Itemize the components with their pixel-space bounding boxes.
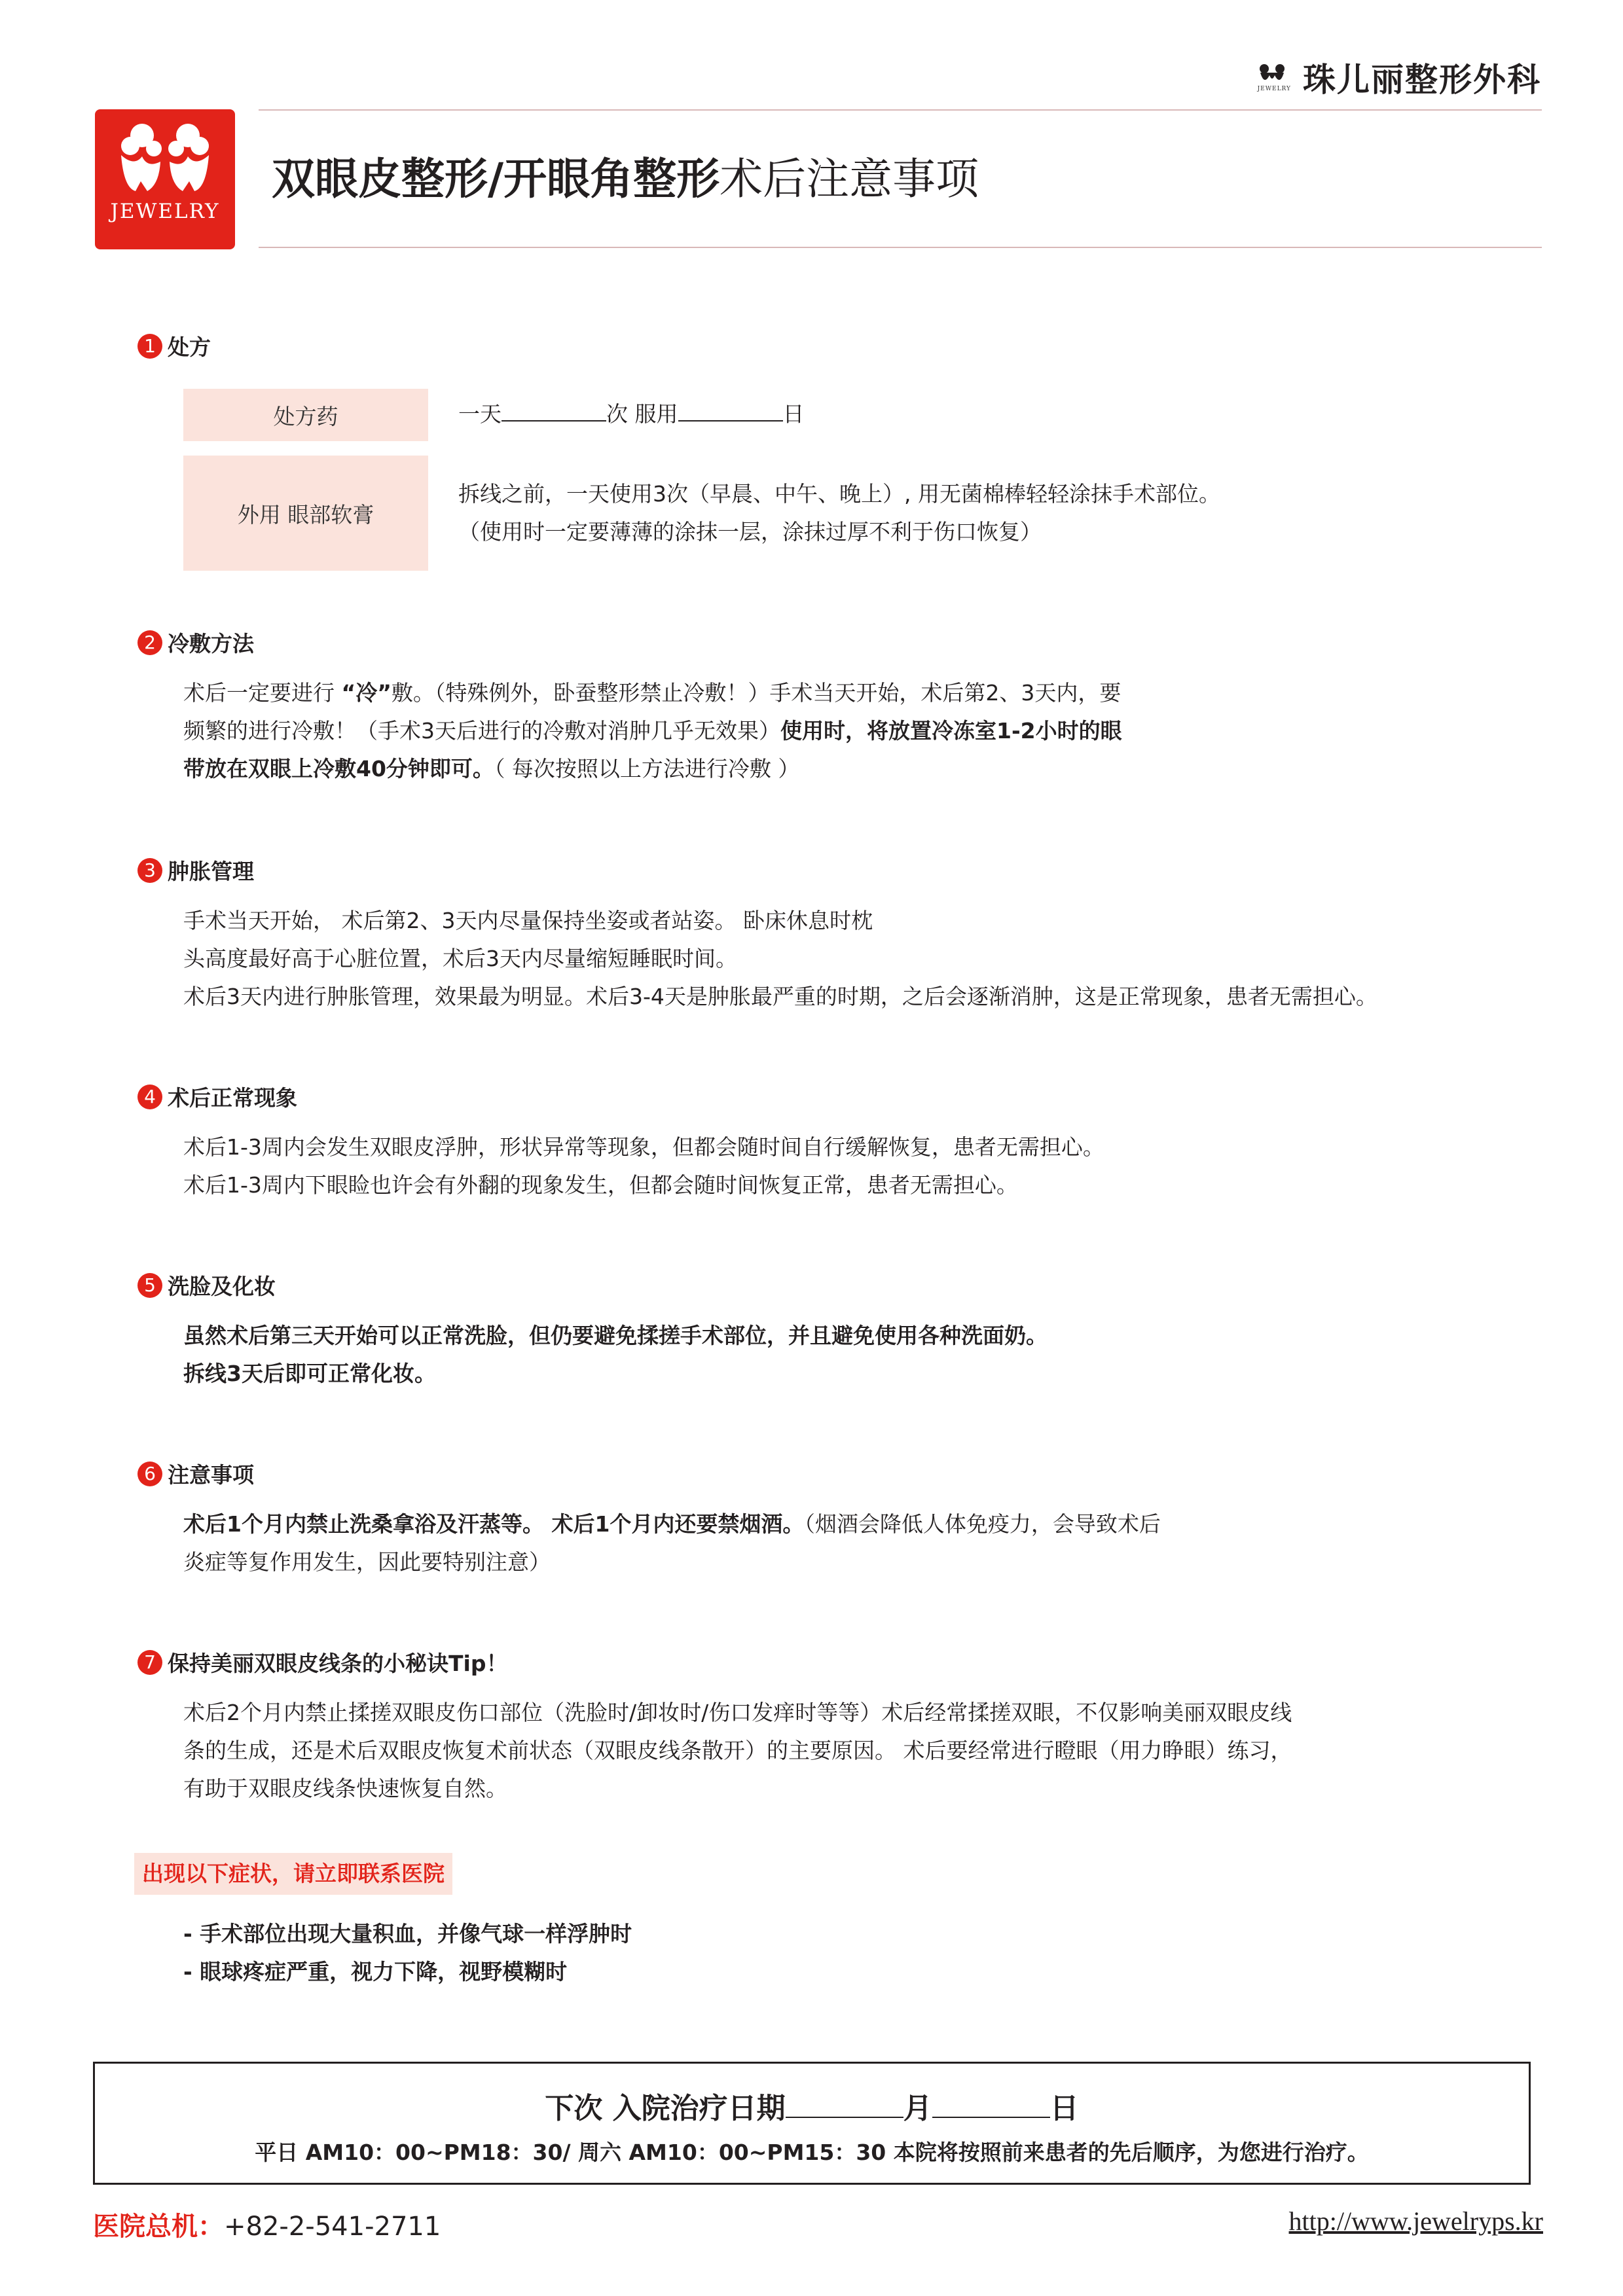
dosage-middle: 次 服用 [606,401,678,427]
section-3-line-3: 术后3天内进行肿胀管理，效果最为明显。术后3-4天是肿胀最严重的时期，之后会逐渐消肿，这是正常现象，患者无需担心。 [183,984,1377,1009]
next-visit-label: 下次 入院治疗日期 [545,2092,786,2125]
section-number-badge: 5 [137,1273,162,1298]
text-segment-bold: 术后1个月内禁止洗桑拿浴及汗蒸等。 术后1个月内还要禁烟酒。 [183,1511,805,1537]
section-2-heading [137,627,254,658]
text-segment-bold: “冷” [341,680,392,706]
header-rule-bottom [259,247,1542,248]
header-rule-top [259,109,1542,111]
text-segment: （烟酒会降低人体免疫力，会导致术后 [804,1511,1161,1537]
section-number-badge: 7 [137,1650,162,1675]
section-3-line-2: 头高度最好高于心脏位置，术后3天内尽量缩短睡眠时间。 [183,946,737,971]
blank-day [932,2094,1050,2118]
text-segment: 术后一定要进行 [183,680,342,706]
jewelry-logo [95,109,235,249]
section-4-line-1: 术后1-3周内会发生双眼皮浮肿，形状异常等现象，但都会随时间自行缓解恢复，患者无需担心。 [183,1134,1104,1160]
section-2-line-2 [183,712,1122,750]
section-4-heading [137,1081,297,1112]
text-segment: 频繁的进行冷敷！（手术3天后进行的冷敷对消肿几乎无效果） [183,718,780,744]
phone-number: +82-2-541-2711 [224,2212,441,2242]
section-2-line-3 [183,750,799,788]
section-2-line-1 [183,674,1121,712]
hospital-phone [93,2206,441,2243]
section-5-heading [137,1270,276,1300]
section-number-badge: 1 [137,334,162,359]
phone-label: 医院总机： [93,2212,224,2242]
section-7-line-1: 术后2个月内禁止揉搓双眼皮伤口部位（洗脸时/卸妆时/伤口发痒时等等）术后经常揉搓双眼，不仅影响美丽双眼皮线 [183,1700,1292,1725]
day-label: 日 [1049,2092,1079,2125]
section-7-heading [137,1647,507,1677]
text-segment-bold: 带放在双眼上冷敷40分钟即可。 [183,756,494,781]
section-7-line-3: 有助于双眼皮线条快速恢复自然。 [183,1776,507,1801]
rx-label-medicine: 处方药 [183,389,428,441]
section-1-heading [137,331,211,361]
section-title: 术后正常现象 [168,1085,297,1111]
text-segment: 敷。（特殊例外，卧蚕整形禁止冷敷！）手术当天开始，术后第2、3天内，要 [391,680,1122,706]
warning-item-1: - 手术部位出现大量积血，并像气球一样浮肿时 [183,1921,632,1946]
text-segment: （ 每次按照以上方法进行冷敷 ） [494,756,800,781]
section-5-line-2: 拆线3天后即可正常化妆。 [183,1361,436,1386]
section-6-heading [137,1458,254,1489]
section-6-line-1 [183,1505,1161,1543]
warning-item-2: - 眼球疼症严重，视力下降，视野模糊时 [183,1959,568,1984]
blank-month [786,2094,903,2118]
poodles-icon [1258,62,1286,86]
section-5-line-1: 虽然术后第三天开始可以正常洗脸，但仍要避免揉搓手术部位，并且避免使用各种洗面奶。 [183,1323,1048,1348]
section-title: 注意事项 [168,1462,254,1488]
rx-medicine-dosage [458,395,805,433]
section-title: 冷敷方法 [168,631,254,656]
warning-title: 出现以下症状，请立即联系医院 [134,1853,452,1895]
section-title: 保持美丽双眼皮线条的小秘诀Tip！ [168,1651,508,1676]
dosage-prefix: 一天 [458,401,501,427]
rx-label-ointment: 外用 眼部软膏 [183,456,428,571]
blank-times [501,402,606,422]
brand-mini-logo [1258,62,1291,92]
brand-name: 珠儿丽整形外科 [1303,61,1541,99]
blank-days [678,402,783,422]
brand-header [1258,54,1541,101]
website-link[interactable]: http://www.jewelryps.kr [1288,2206,1543,2236]
section-number-badge: 4 [137,1085,162,1109]
brand-mini-caption: JEWELRY [1257,86,1291,92]
section-3-heading [137,855,254,886]
office-hours: 平日 AM10：00~PM18：30/ 周六 AM10：00~PM15：30 本院将按照前来患者的先后顺序，为您进行治疗。 [255,2140,1369,2165]
rx-ointment-line-1: 拆线之前，一天使用3次（早晨、中午、晚上）, 用无菌棉棒轻轻涂抹手术部位。 [458,481,1220,507]
text-segment-bold: 使用时，将放置冷冻室1-2小时的眼 [780,718,1122,744]
title-rest: 术后注意事项 [720,154,979,204]
section-4-line-2: 术后1-3周内下眼睑也许会有外翻的现象发生，但都会随时间恢复正常，患者无需担心。 [183,1172,1018,1198]
poodles-logo-icon [95,109,235,249]
next-visit-box [93,2062,1531,2185]
document-title [272,153,979,206]
next-visit-date [95,2085,1529,2126]
section-title: 处方 [168,334,211,360]
section-number-badge: 6 [137,1462,162,1486]
section-3-line-1: 手术当天开始， 术后第2、3天内尽量保持坐姿或者站姿。 卧床休息时枕 [183,908,873,933]
month-label: 月 [903,2092,932,2125]
dosage-suffix: 日 [782,401,805,427]
logo-text: JEWELRY [110,200,220,223]
section-title: 洗脸及化妆 [168,1274,276,1299]
section-number-badge: 3 [137,858,162,883]
section-title: 肿胀管理 [168,859,254,884]
section-7-line-2: 条的生成，还是术后双眼皮恢复术前状态（双眼皮线条散开）的主要原因。 术后要经常进行瞪眼（用力睁眼）练习， [183,1738,1292,1763]
section-number-badge: 2 [137,630,162,655]
title-bold: 双眼皮整形/开眼角整形 [272,154,720,204]
section-6-line-2: 炎症等复作用发生，因此要特别注意） [183,1549,551,1575]
rx-ointment-line-2: （使用时一定要薄薄的涂抹一层，涂抹过厚不利于伤口恢复） [458,519,1042,545]
